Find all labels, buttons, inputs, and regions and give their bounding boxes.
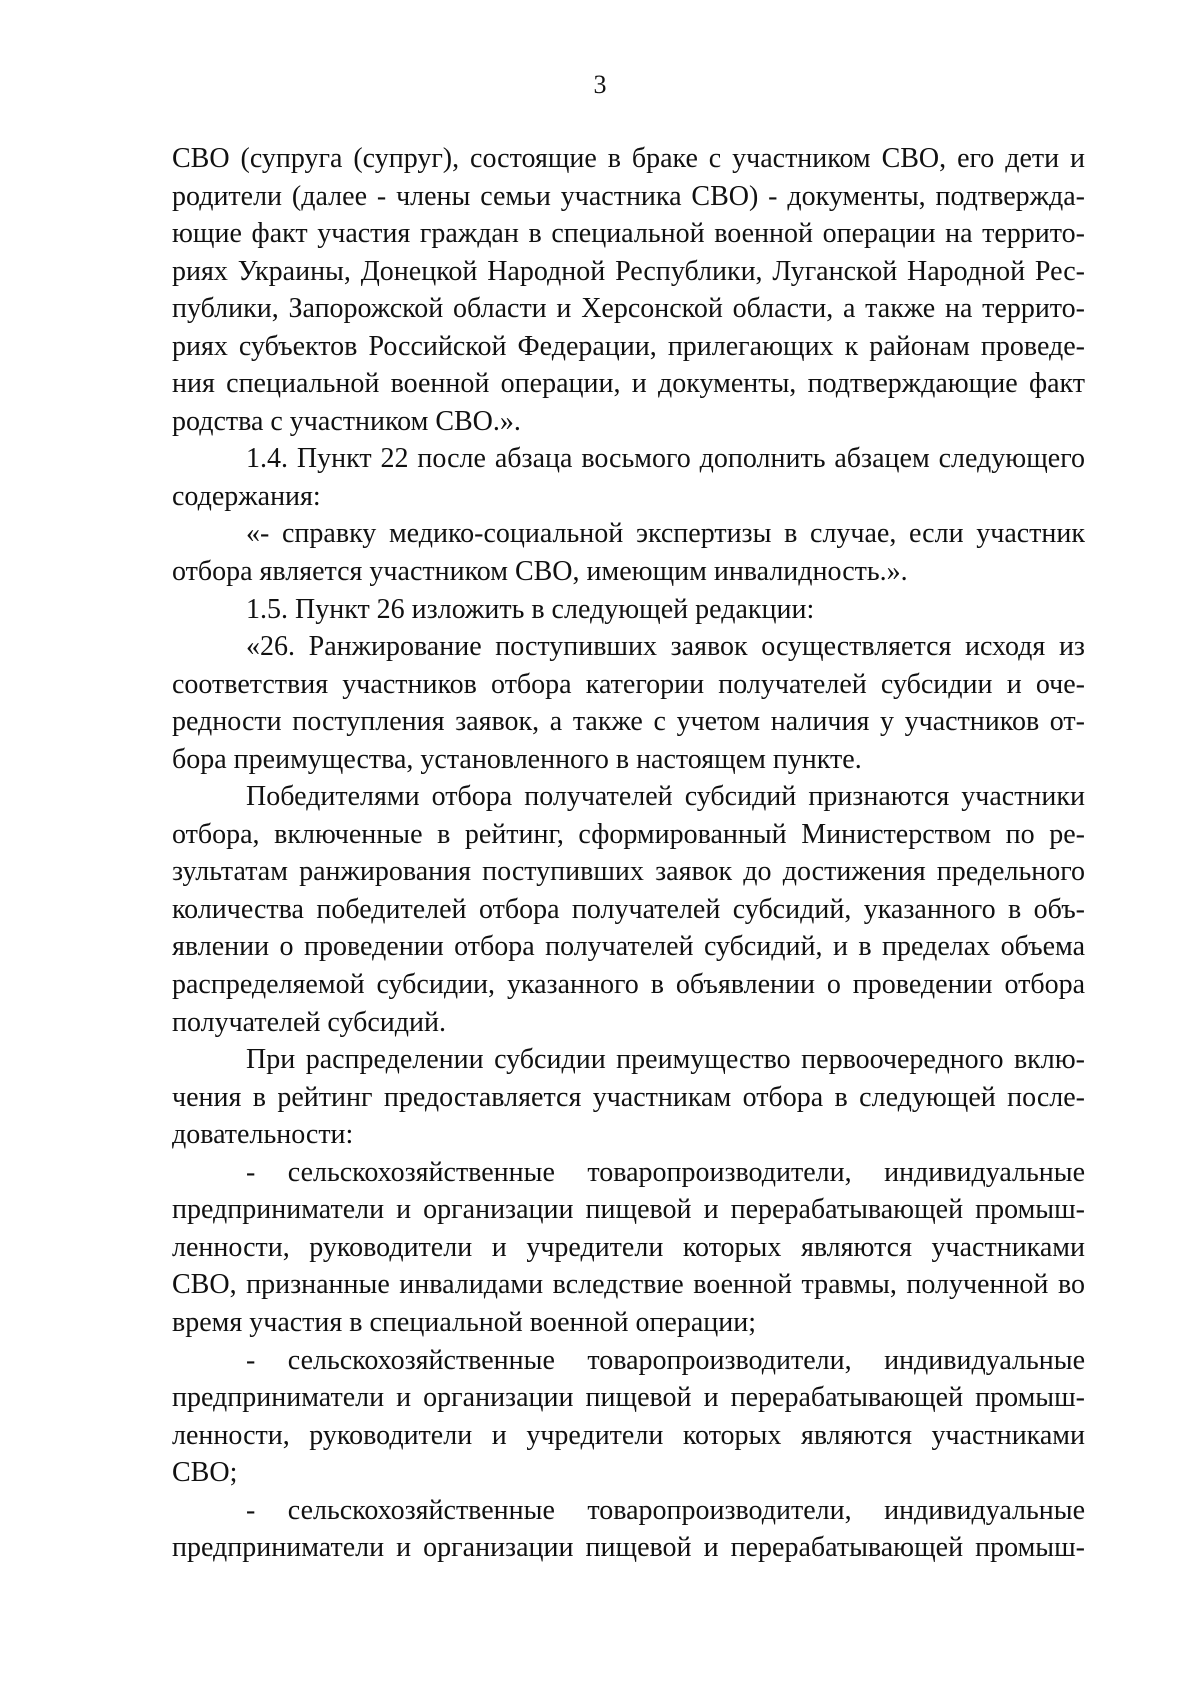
- text-line: соответствия участников отбора категории получателей субсидии и оче-: [172, 668, 1085, 700]
- text-line: количества победителей отбора получателей субсидий, указанного в объ-: [172, 893, 1085, 925]
- text-line: ния специальной военной операции, и документы, подтверждающие факт: [172, 368, 1085, 400]
- text-line: СВО;: [172, 1457, 238, 1489]
- document-body: [172, 140, 1085, 1567]
- text-line: предприниматели и организации пищевой и перерабатывающей промыш-: [172, 1194, 1085, 1226]
- text-line: предприниматели и организации пищевой и перерабатывающей промыш-: [172, 1382, 1085, 1414]
- text-line: 1.4. Пункт 22 после абзаца восьмого дополнить абзацем следующего: [246, 443, 1085, 475]
- text-line: 1.5. Пункт 26 изложить в следующей редакции:: [246, 593, 815, 625]
- text-line: редности поступления заявок, а также с учетом наличия у участников от-: [172, 706, 1085, 738]
- text-line: - сельскохозяйственные товаропроизводители, индивидуальные: [246, 1344, 1085, 1376]
- text-line: СВО, признанные инвалидами вследствие военной травмы, полученной во: [172, 1269, 1085, 1301]
- text-line: При распределении субсидии преимущество первоочередного вклю-: [246, 1044, 1085, 1076]
- text-line: отбора является участником СВО, имеющим инвалидность.».: [172, 556, 908, 588]
- text-line: чения в рейтинг предоставляется участникам отбора в следующей после-: [172, 1081, 1085, 1113]
- text-line: родители (далее - члены семьи участника СВО) - документы, подтвержда-: [172, 180, 1085, 212]
- text-line: - сельскохозяйственные товаропроизводители, индивидуальные: [246, 1494, 1085, 1526]
- text-line: риях Украины, Донецкой Народной Республики, Луганской Народной Рес-: [172, 255, 1085, 287]
- text-line: Победителями отбора получателей субсидий признаются участники: [246, 781, 1085, 813]
- text-line: - сельскохозяйственные товаропроизводители, индивидуальные: [246, 1156, 1085, 1188]
- text-line: СВО (супруга (супруг), состоящие в браке с участником СВО, его дети и: [172, 143, 1085, 174]
- text-line: ленности, руководители и учредители которых являются участниками: [172, 1231, 1085, 1263]
- text-line: ющие факт участия граждан в специальной военной операции на террито-: [172, 218, 1085, 250]
- text-line: явлении о проведении отбора получателей субсидий, и в пределах объема: [172, 931, 1085, 963]
- text-line: предприниматели и организации пищевой и перерабатывающей промыш-: [172, 1532, 1085, 1564]
- text-line: «- справку медико-социальной экспертизы в случае, если участник: [246, 518, 1085, 550]
- text-line: отбора, включенные в рейтинг, сформированный Министерством по ре-: [172, 818, 1085, 850]
- text-line: бора преимущества, установленного в настоящем пункте.: [172, 743, 862, 775]
- text-line: ленности, руководители и учредители которых являются участниками: [172, 1419, 1085, 1451]
- text-line: «26. Ранжирование поступивших заявок осуществляется исходя из: [246, 631, 1085, 663]
- text-line: довательности:: [172, 1119, 354, 1151]
- text-line: распределяемой субсидии, указанного в объявлении о проведении отбора: [172, 969, 1085, 1001]
- text-line: содержания:: [172, 480, 321, 512]
- text-line: риях субъектов Российской Федерации, прилегающих к районам проведе-: [172, 330, 1085, 362]
- text-line: родства с участником СВО.».: [172, 405, 521, 437]
- text-line: получателей субсидий.: [172, 1006, 446, 1038]
- text-line: время участия в специальной военной операции;: [172, 1306, 757, 1338]
- text-line: зультатам ранжирования поступивших заявок до достижения предельного: [172, 856, 1085, 888]
- page-number: 3: [593, 70, 607, 99]
- text-line: публики, Запорожской области и Херсонской области, а также на террито-: [172, 293, 1085, 325]
